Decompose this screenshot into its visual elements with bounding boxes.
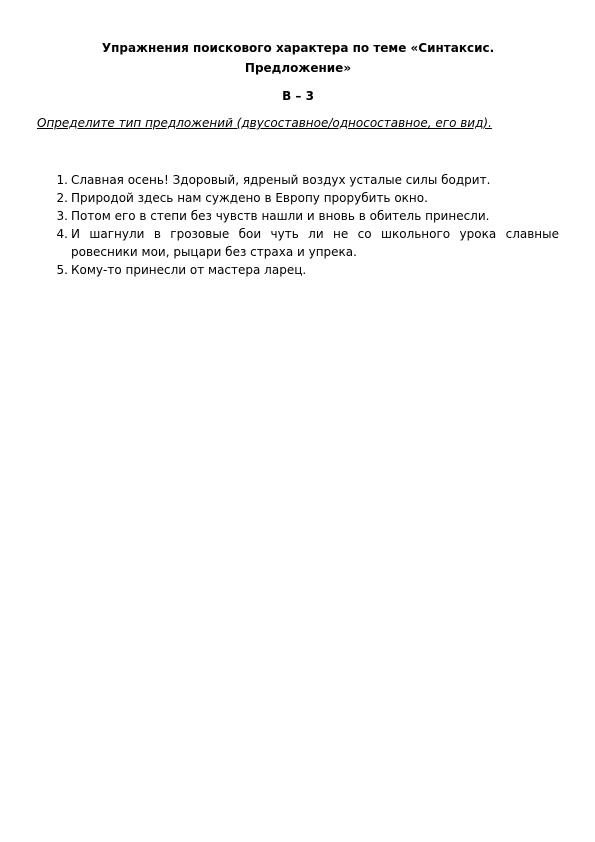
list-item: [37, 261, 559, 279]
item-text: Природой здесь нам суждено в Европу прорубить окно.: [71, 191, 428, 205]
item-text: Потом его в степи без чувств нашли и вновь в обитель принесли.: [71, 209, 490, 223]
item-number: 4.: [56, 227, 68, 241]
list-item: [37, 171, 559, 189]
item-number: 2.: [56, 191, 68, 205]
document-title: [37, 38, 559, 78]
item-text: Кому-то принесли от мастера ларец.: [71, 263, 307, 277]
list-item: [37, 189, 559, 207]
item-number: 3.: [56, 209, 68, 223]
title-line-2: Предложение»: [244, 61, 352, 75]
title-line-1: Упражнения поискового характера по теме «Синтаксис.: [101, 41, 495, 55]
variant-label: В – 3: [282, 89, 314, 103]
list-item: [37, 225, 559, 261]
exercise-list: [37, 171, 559, 279]
item-text: Славная осень! Здоровый, ядреный воздух усталые силы бодрит.: [71, 173, 491, 187]
document-page: [37, 38, 559, 279]
item-number: 5.: [56, 263, 68, 277]
list-item: [37, 207, 559, 225]
task-instruction: Определите тип предложений (двусоставное/односоставное, его вид).: [37, 116, 492, 130]
item-text: И шагнули в грозовые бои чуть ли не со школьного урока славные ровесники мои, рыцари без страха и упрека.: [71, 227, 559, 259]
item-number: 1.: [56, 173, 68, 187]
